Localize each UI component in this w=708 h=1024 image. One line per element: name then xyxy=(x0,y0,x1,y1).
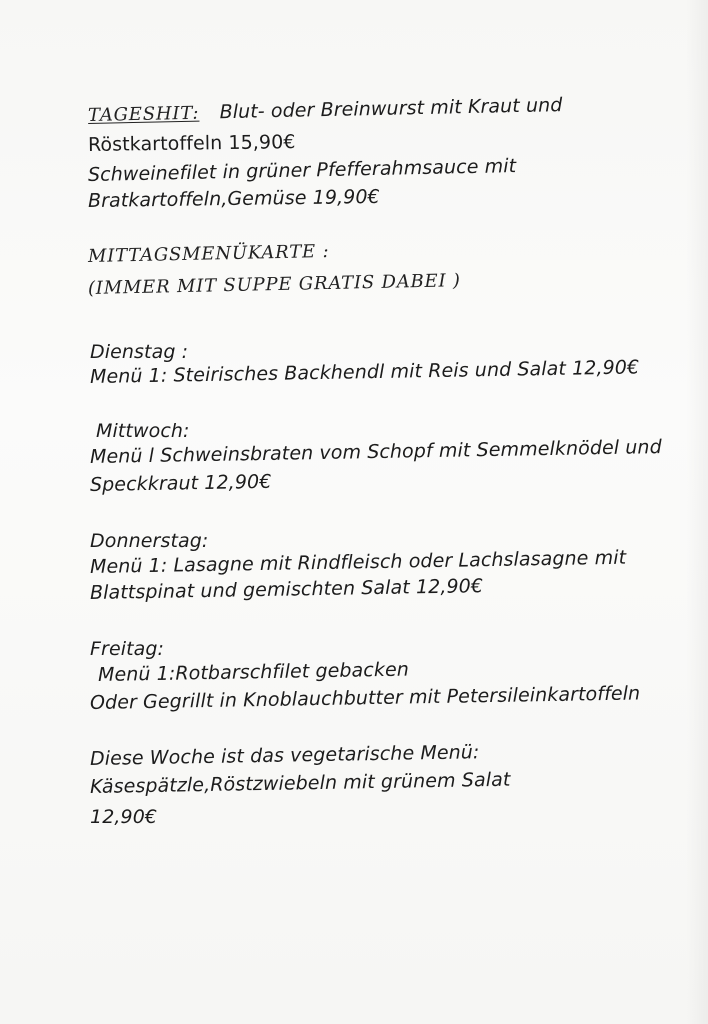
day-mittwoch-line-2: Speckkraut 12,90€ xyxy=(89,470,272,496)
vegetarian-dish: Käsespätzle,Röstzwiebeln mit grünem Salat xyxy=(89,768,511,798)
day-label-dienstag: Dienstag : xyxy=(90,341,189,363)
vegetarian-price: 12,90€ xyxy=(90,806,158,828)
day-mittwoch-line-1: Menü l Schweinsbraten vom Schopf mit Semmelknödel und xyxy=(89,436,662,468)
day-freitag-line-1: Menü 1:Rotbarschfilet gebacken xyxy=(97,658,410,686)
day-label-freitag: Freitag: xyxy=(90,638,165,660)
day-label-donnerstag: Donnerstag: xyxy=(90,530,209,552)
tageshit-line-4: Bratkartoffeln,Gemüse 19,90€ xyxy=(87,185,380,212)
vegetarian-intro: Diese Woche ist das vegetarische Menü: xyxy=(89,741,480,770)
mittagsmenu-subheading: (IMMER MIT SUPPE GRATIS DABEI ) xyxy=(87,270,461,299)
day-freitag-line-2: Oder Gegrillt in Knoblauchbutter mit Petersileinkartoffeln xyxy=(89,682,641,714)
day-donnerstag-line-1: Menü 1: Lasagne mit Rindfleisch oder Lachslasagne mit xyxy=(89,546,627,578)
day-label-mittwoch: Mittwoch: xyxy=(96,420,190,442)
tageshit-line-2: Röstkartoffeln 15,90€ xyxy=(87,131,296,156)
tageshit-heading: TAGESHIT: xyxy=(87,102,200,126)
tageshit-line-3: Schweinefilet in grüner Pfefferahmsauce mit xyxy=(87,155,517,186)
tageshit-line-1 xyxy=(88,94,563,126)
paper-edge-shadow xyxy=(686,0,708,1024)
tageshit-line-1-text: Blut- oder Breinwurst mit Kraut und xyxy=(219,94,563,124)
day-dienstag-line-1: Menü 1: Steirisches Backhendl mit Reis und Salat 12,90€ xyxy=(89,356,640,388)
mittagsmenu-heading: MITTAGSMENÜKARTE : xyxy=(87,240,330,267)
day-donnerstag-line-2: Blattspinat und gemischten Salat 12,90€ xyxy=(89,575,484,604)
